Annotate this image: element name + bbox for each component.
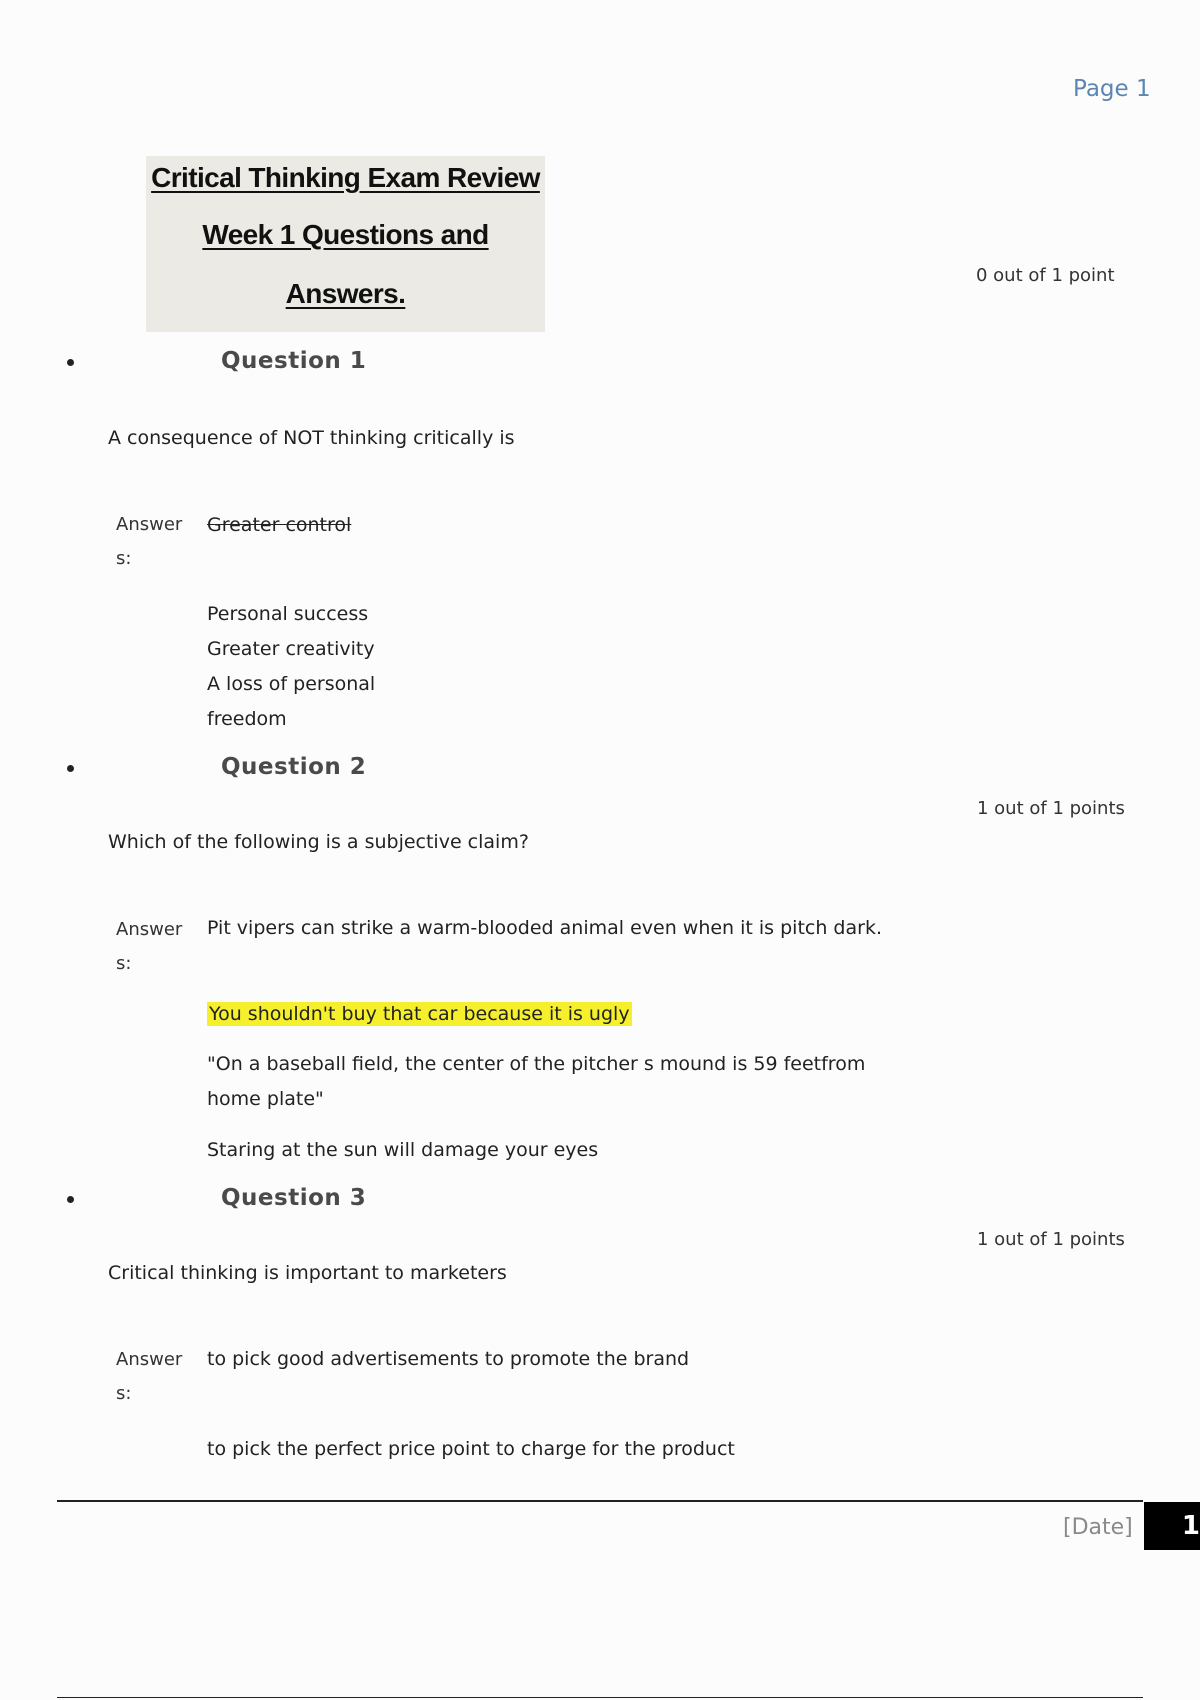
question-2-prompt: Which of the following is a subjective claim?	[108, 831, 529, 853]
bullet	[67, 359, 74, 366]
question-1-heading: Question 1	[221, 348, 367, 374]
footer-date: [Date]	[1063, 1515, 1133, 1540]
page-bottom-rule	[57, 1697, 1143, 1698]
footer-page-number	[1144, 1502, 1200, 1550]
bullet	[67, 1196, 74, 1203]
question-2-option-2	[207, 997, 632, 1032]
question-1-option-2: Personal success	[207, 603, 369, 625]
bullet	[67, 765, 74, 772]
question-3-heading: Question 3	[221, 1185, 367, 1211]
answers-label: Answer s:	[116, 1349, 183, 1404]
question-1-option-3: Greater creativity	[207, 638, 375, 660]
question-3-option-1: to pick good advertisements to promote the brand	[207, 1348, 690, 1370]
title-line-1: Critical Thinking Exam Review	[151, 162, 540, 193]
document-title	[146, 156, 545, 332]
question-1-prompt: A consequence of NOT thinking critically is	[108, 427, 515, 449]
answers-label: Answer s:	[116, 514, 183, 569]
answers-label: Answer s:	[116, 919, 183, 974]
question-1-option-4: A loss of personal freedom	[207, 673, 376, 730]
question-3-score: 1 out of 1 points	[977, 1229, 1125, 1250]
highlighted-answer: You shouldn't buy that car because it is ugly	[209, 1003, 630, 1025]
question-2-score: 1 out of 1 points	[977, 798, 1125, 819]
question-3-prompt: Critical thinking is important to marketers	[108, 1262, 507, 1284]
question-2-option-3: "On a baseball field, the center of the pitcher s mound is 59 feetfrom home plate"	[207, 1053, 866, 1110]
title-line-2: Week 1 Questions and	[202, 219, 489, 250]
page-number-text: 1	[1181, 1511, 1200, 1541]
title-line-3: Answers.	[285, 278, 406, 309]
question-2-heading: Question 2	[221, 754, 367, 780]
page-header: Page 1	[1073, 76, 1151, 102]
footer-rule	[57, 1500, 1143, 1502]
question-1-score: 0 out of 1 point	[976, 265, 1115, 286]
question-3-option-2: to pick the perfect price point to charge for the product	[207, 1438, 735, 1460]
question-1-option-1: Greater control	[207, 514, 352, 536]
question-2-option-4: Staring at the sun will damage your eyes	[207, 1139, 599, 1161]
question-2-option-1: Pit vipers can strike a warm-blooded animal even when it is pitch dark.	[207, 917, 882, 939]
